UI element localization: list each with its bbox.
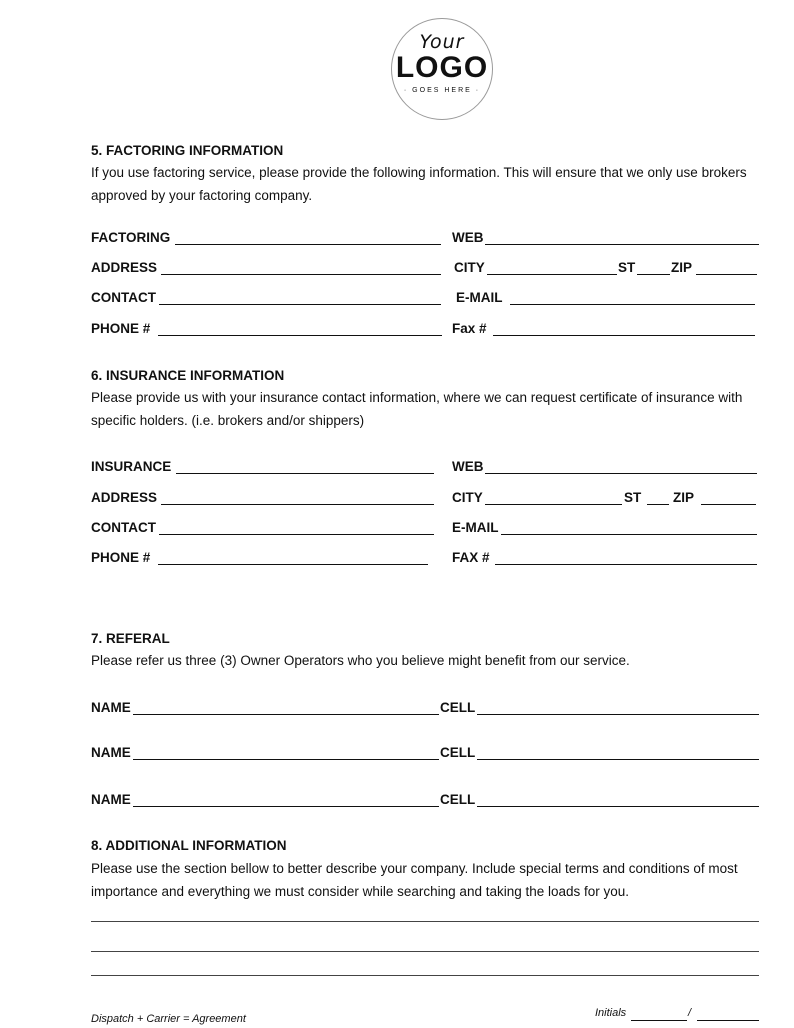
factoring-email-label: E-MAIL <box>456 290 503 305</box>
insurance-name-field[interactable] <box>176 460 434 474</box>
additional-info-line-2[interactable] <box>91 937 759 952</box>
insurance-state-label: ST <box>624 490 642 505</box>
factoring-web-field[interactable] <box>485 231 759 245</box>
insurance-email-label: E-MAIL <box>452 520 499 535</box>
insurance-zip-field[interactable] <box>701 491 756 505</box>
referral-cell-label-2: CELL <box>440 745 476 760</box>
insurance-section-title: 6. INSURANCE INFORMATION <box>91 368 285 383</box>
dispatch-initials-field[interactable] <box>631 1009 687 1021</box>
insurance-address-field[interactable] <box>161 491 434 505</box>
factoring-section-description: If you use factoring service, please provide the following information. This will ensure that we only use brokers approved by your factoring company. <box>91 165 747 203</box>
factoring-section-title: 5. FACTORING INFORMATION <box>91 143 284 158</box>
additional-info-description: Please use the section bellow to better describe your company. Include special terms and conditions of most importance and everything we must consider while searching and taking the loads for you. <box>91 861 738 899</box>
insurance-city-label: CITY <box>452 490 483 505</box>
insurance-phone-label: PHONE # <box>91 550 151 565</box>
insurance-section-description: Please provide us with your insurance contact information, where we can request certificate of insurance with specific holders. (i.e. brokers and/or shippers) <box>91 390 743 428</box>
factoring-web-label: WEB <box>452 230 484 245</box>
factoring-state-label: ST <box>618 260 636 275</box>
factoring-phone-field[interactable] <box>158 322 442 336</box>
insurance-email-field[interactable] <box>501 521 757 535</box>
referral-cell-field-3[interactable] <box>477 793 759 807</box>
referral-cell-field-2[interactable] <box>477 746 759 760</box>
insurance-zip-label: ZIP <box>673 490 695 505</box>
additional-info-section-title: 8. ADDITIONAL INFORMATION <box>91 838 287 853</box>
factoring-state-field[interactable] <box>637 261 670 275</box>
logo-tagline: · GOES HERE · <box>403 87 481 94</box>
insurance-fax-field[interactable] <box>495 551 757 565</box>
factoring-email-field[interactable] <box>510 291 755 305</box>
logo-your-text: Your <box>419 31 465 53</box>
referral-name-label-1: NAME <box>91 700 131 715</box>
insurance-web-field[interactable] <box>485 460 757 474</box>
insurance-label: INSURANCE <box>91 459 172 474</box>
referral-name-label-2: NAME <box>91 745 131 760</box>
insurance-contact-label: CONTACT <box>91 520 156 535</box>
factoring-label: FACTORING <box>91 230 171 245</box>
factoring-contact-field[interactable] <box>159 291 441 305</box>
referral-cell-label-3: CELL <box>440 792 476 807</box>
factoring-zip-field[interactable] <box>696 261 757 275</box>
factoring-address-label: ADDRESS <box>91 260 158 275</box>
factoring-fax-field[interactable] <box>493 322 755 336</box>
insurance-state-field[interactable] <box>647 491 669 505</box>
carrier-initials-field[interactable] <box>697 1009 759 1021</box>
referral-name-label-3: NAME <box>91 792 131 807</box>
insurance-address-label: ADDRESS <box>91 490 158 505</box>
factoring-city-field[interactable] <box>487 261 617 275</box>
insurance-web-label: WEB <box>452 459 484 474</box>
factoring-contact-label: CONTACT <box>91 290 156 305</box>
insurance-phone-field[interactable] <box>158 551 428 565</box>
factoring-zip-label: ZIP <box>671 260 693 275</box>
referral-name-field-1[interactable] <box>133 701 439 715</box>
referral-name-field-3[interactable] <box>133 793 439 807</box>
referral-section-description: Please refer us three (3) Owner Operators who you believe might benefit from our service. <box>91 653 630 668</box>
initials-label: Initials <box>595 1007 627 1019</box>
insurance-city-field[interactable] <box>485 491 622 505</box>
insurance-contact-field[interactable] <box>159 521 434 535</box>
referral-section-title: 7. REFERAL <box>91 631 170 646</box>
factoring-phone-label: PHONE # <box>91 321 151 336</box>
factoring-city-label: CITY <box>454 260 485 275</box>
referral-name-field-2[interactable] <box>133 746 439 760</box>
referral-cell-label-1: CELL <box>440 700 476 715</box>
factoring-address-field[interactable] <box>161 261 441 275</box>
factoring-name-field[interactable] <box>175 231 441 245</box>
additional-info-line-3[interactable] <box>91 961 759 976</box>
factoring-fax-label: Fax # <box>452 321 487 336</box>
initials-separator: / <box>688 1007 692 1019</box>
logo-main-text: LOGO <box>395 51 489 84</box>
referral-cell-field-1[interactable] <box>477 701 759 715</box>
company-logo-placeholder <box>391 18 493 120</box>
footer-agreement-text: Dispatch + Carrier = Agreement <box>91 1013 246 1025</box>
additional-info-line-1[interactable] <box>91 907 759 922</box>
insurance-fax-label: FAX # <box>452 550 490 565</box>
